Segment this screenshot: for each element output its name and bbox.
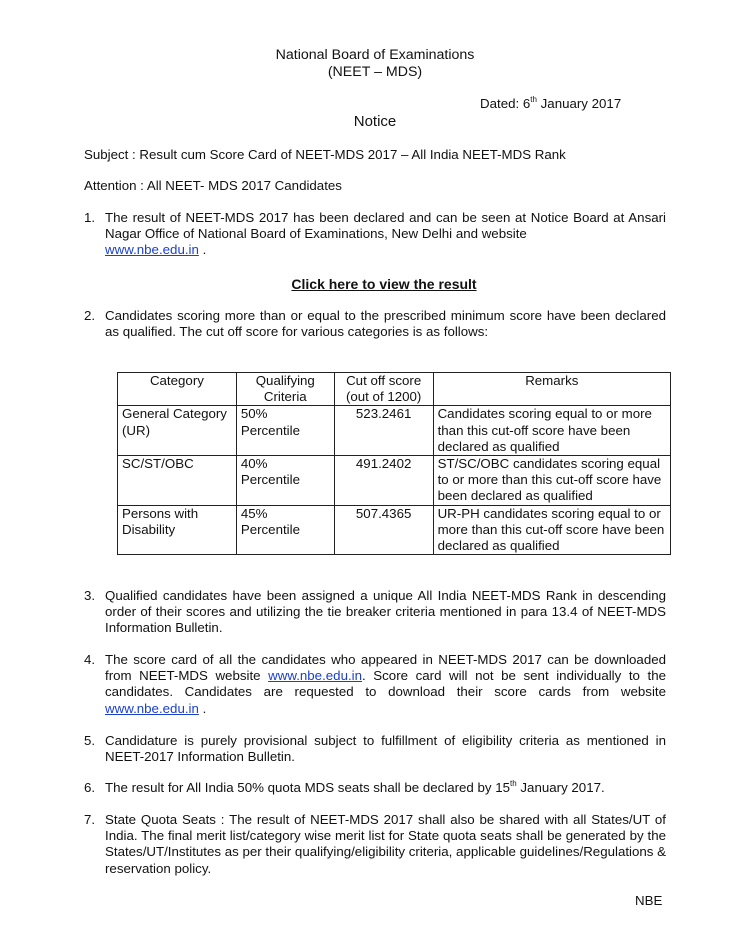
list-item-5: 5. Candidature is purely provisional subject to fulfillment of eligibility criteria as mentioned in NEET-2017 Information Bulletin.	[84, 733, 666, 765]
cutoff-table	[117, 372, 671, 555]
table-row	[118, 505, 671, 555]
table-header-row	[118, 373, 671, 406]
nbe-website-link[interactable]: www.nbe.edu.in	[105, 700, 199, 716]
cell-criteria: 40% Percentile	[236, 456, 334, 506]
cell-remarks: Candidates scoring equal to or more than this cut-off score have been declared as qualified	[433, 406, 670, 456]
nbe-website-link[interactable]: www.nbe.edu.in	[268, 668, 363, 684]
list-item-3: 3. Qualified candidates have been assigned a unique All India NEET-MDS Rank in descending order of their scores and utilizing the tie breaker criteria mentioned in para 13.4 of NEET-MDS Information Bulletin.	[84, 588, 666, 636]
view-result-link-wrap	[0, 276, 750, 292]
cell-remarks: UR-PH candidates scoring equal to or more than this cut-off score have been declared as qualified	[433, 505, 670, 555]
cell-cutoff: 507.4365	[334, 505, 433, 555]
cell-category: Persons with Disability	[118, 505, 237, 555]
cell-criteria: 50% Percentile	[236, 406, 334, 456]
list-item-4: 4. The score card of all the candidates who appeared in NEET-MDS 2017 can be downloaded from NEET-MDS website www.nbe.edu.in. Score card will not be sent individually to the candidates. Candidates are requested to download their score cards from website www.nbe.edu.in .	[84, 652, 666, 716]
cell-criteria: 45% Percentile	[236, 505, 334, 555]
list-item-7: 7. State Quota Seats : The result of NEET-MDS 2017 shall also be shared with all States/UT of India. The final merit list/category wise merit list for State quota seats shall be generated by the States/UT/Institutes as per their qualifying/eligibility criteria, applicable guidelines/Regulations & reservation policy.	[84, 812, 666, 876]
footer-signature: NBE	[635, 893, 663, 908]
view-result-link[interactable]: Click here to view the result	[291, 276, 477, 292]
table-row	[118, 456, 671, 506]
subject-line: Subject : Result cum Score Card of NEET-MDS 2017 – All India NEET-MDS Rank	[84, 147, 566, 162]
org-title: National Board of Examinations	[275, 47, 475, 63]
exam-title: (NEET – MDS)	[327, 64, 423, 80]
dated-line: Dated: 6th January 2017	[480, 94, 622, 111]
list-item-1: 1. The result of NEET-MDS 2017 has been declared and can be seen at Notice Board at Ansari Nagar Office of National Board of Examinations, New Delhi and website www.nbe.edu.in .	[84, 210, 666, 258]
cell-category: General Category (UR)	[118, 406, 237, 456]
attention-line: Attention : All NEET- MDS 2017 Candidates	[84, 178, 342, 193]
cell-cutoff: 491.2402	[334, 456, 433, 506]
list-item-6: 6. The result for All India 50% quota MDS seats shall be declared by 15th January 2017.	[84, 778, 605, 795]
cell-cutoff: 523.2461	[334, 406, 433, 456]
header-category: Category	[118, 373, 237, 406]
table-row	[118, 406, 671, 456]
notice-heading: Notice	[353, 113, 397, 130]
list-item-2: 2. Candidates scoring more than or equal to the prescribed minimum score have been declared as qualified. The cut off score for various categories is as follows:	[84, 308, 666, 340]
cell-category: SC/ST/OBC	[118, 456, 237, 506]
header-remarks: Remarks	[433, 373, 670, 406]
header-criteria: Qualifying Criteria	[236, 373, 334, 406]
cell-remarks: ST/SC/OBC candidates scoring equal to or more than this cut-off score have been declared as qualified	[433, 456, 670, 506]
header-cutoff: Cut off score (out of 1200)	[334, 373, 433, 406]
nbe-website-link[interactable]: www.nbe.edu.in	[105, 242, 199, 258]
